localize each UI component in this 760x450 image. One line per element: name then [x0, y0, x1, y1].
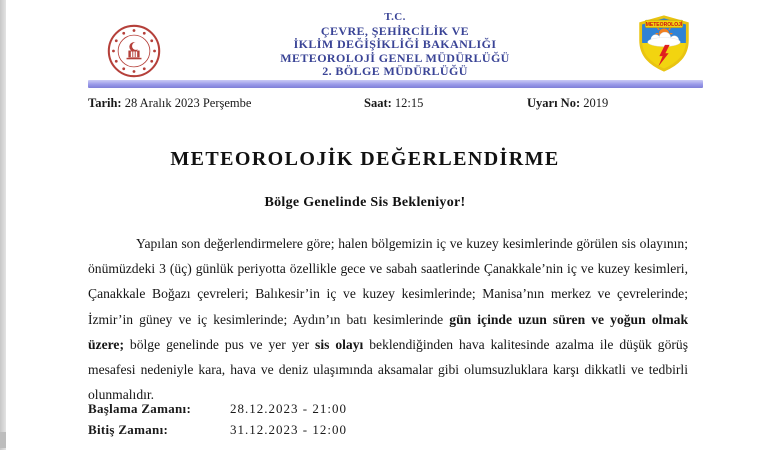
end-time-label: Bitiş Zamanı: [88, 421, 169, 437]
start-time-label: Başlama Zamanı: [88, 401, 192, 416]
warning-no-label: Uyarı No: [527, 96, 581, 110]
date-label: Tarih: [88, 96, 122, 110]
header-line-ministry-1: ÇEVRE, ŞEHİRCİLİK VE [320, 23, 470, 38]
date-value: 28 Aralık 2023 Perşembe [121, 96, 252, 110]
page-title: METEOROLOJİK DEĞERLENDİRME [170, 148, 560, 170]
body-text-3: beklendiğinden hava kalitesinde azalma ile düşük görüş mesafesi nedeniyle kara, hava ve deniz ulaşımında aksamalar gibi olumsuzluklara karşı dikkatli ve tedbirli olunmalıdır. [88, 336, 688, 403]
start-time-value: 28.12.2023 - 21:00 [230, 401, 347, 416]
schedule-block [88, 399, 347, 440]
body-text-2: bölge genelinde pus ve yer yer [123, 336, 316, 352]
start-time-row [88, 399, 347, 420]
warning-no-field [527, 96, 608, 111]
time-field [364, 96, 423, 111]
body-bold-2: sis olayı [315, 336, 364, 352]
shield-banner-label: METEOROLOJİ [645, 22, 683, 29]
header-line-region: 2. BÖLGE MÜDÜRLÜĞÜ [322, 64, 468, 79]
header-line-tc: T.C. [384, 11, 406, 23]
end-time-row [88, 420, 347, 441]
body-paragraph [88, 231, 688, 407]
scrollbar-track[interactable] [0, 0, 6, 450]
time-value: 12:15 [391, 96, 424, 110]
meteoroloji-shield-icon [636, 14, 692, 77]
body-bold-1: gün içinde uzun süren ve yoğun olmak üzere; [88, 311, 689, 352]
scrollbar-thumb[interactable] [0, 432, 6, 448]
body-text-1: Yapılan son değerlendirmelere göre; halen bölgemizin iç ve kuzey kesimlerinde görülen sis olayının; önümüzdeki 3 (üç) günlük periyotta özellikle gece ve sabah saatlerinde Çanakkale’nin iç ve kuzey kesimleri, Çanakkale Boğazı çevreleri; Balıkesir’in iç ve kuzey kesimlerinde; Manisa’nın merkez ve çevrelerinde; İzmir’in güney ve iç kesimlerinde; Aydın’ın batı kesimlerinde [88, 236, 688, 327]
time-label: Saat: [364, 96, 392, 110]
end-time-value: 31.12.2023 - 12:00 [230, 421, 347, 437]
header-line-directorate: METEOROLOJİ GENEL MÜDÜRLÜĞÜ [280, 50, 510, 65]
header-line-ministry-2: İKLİM DEĞİŞİKLİĞİ BAKANLIĞI [293, 37, 497, 52]
warning-no-value: 2019 [580, 96, 609, 110]
date-field [88, 96, 251, 111]
divider-bar [88, 80, 703, 88]
page-subtitle: Bölge Genelinde Sis Bekleniyor! [264, 195, 466, 210]
